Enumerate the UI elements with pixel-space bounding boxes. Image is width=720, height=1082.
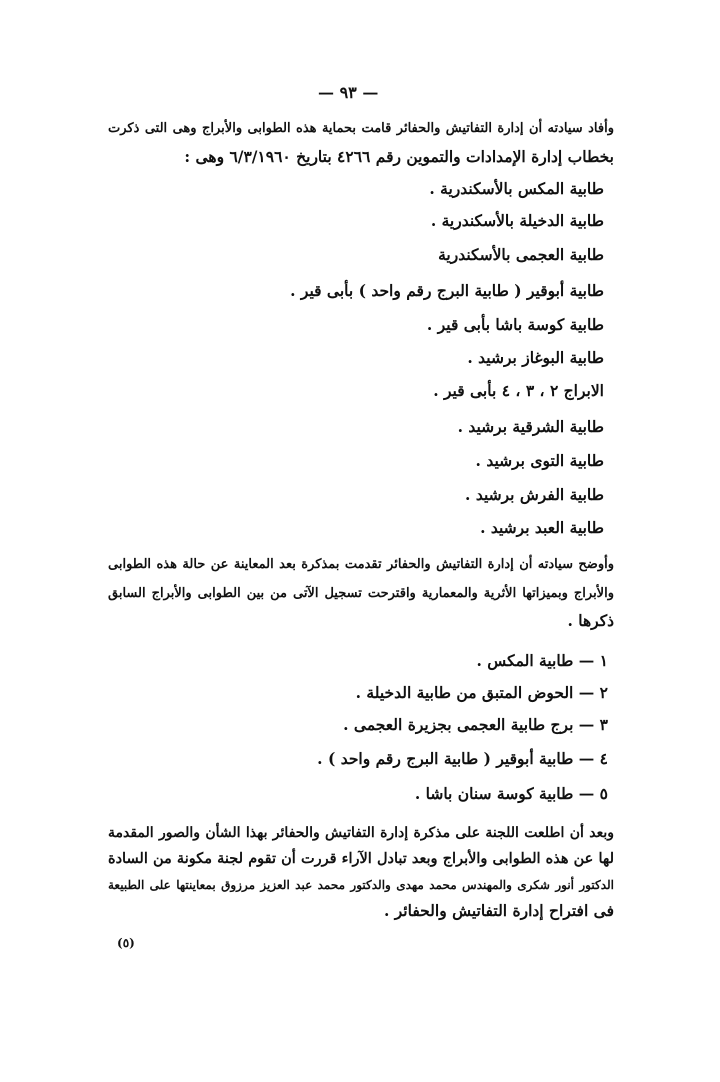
list-1-item-11: طابية العبد برشيد . [480,518,604,537]
paragraph-3-line-1: وبعد أن اطلعت اللجنة على مذكرة إدارة التفاتيش والحفائر بهذا الشأن والصور المقدمة [108,825,614,841]
list-2-item-4: ٤ — طابية أبوقير ( طابية البرج رقم واحد ) . [317,749,608,768]
list-1-item-6: طابية البوغاز برشيد . [467,348,604,367]
paragraph-2-line-3: ذكرها . [567,611,614,630]
paragraph-1-line-2: بخطاب إدارة الإمدادات والتموين رقم ٤٢٦٦ بتاريخ ٦/٣/١٩٦٠ وهى : [184,147,614,166]
list-2-item-5: ٥ — طابية كوسة سنان باشا . [414,784,608,803]
paragraph-2-line-1: وأوضح سيادته أن إدارة التفاتيش والحفائر تقدمت بمذكرة بعد المعاينة عن حالة هذه الطوابى [108,557,614,572]
page-number: — ٩٣ — [318,83,379,102]
paragraph-1-line-1: وأفاد سيادته أن إدارة التفاتيش والحفائر قامت بحماية هذه الطوابى والأبراج وهى التى ذكرت [108,121,614,136]
list-1-item-10: طابية الفرش برشيد . [465,485,604,504]
paragraph-3-line-2: لها عن هذه الطوابى والأبراج وبعد تبادل الآراء قررت أن تقوم لجنة مكونة من السادة [108,850,614,867]
paragraph-3-line-3: الدكتور أنور شكرى والمهندس محمد مهدى والدكتور محمد عبد العزيز مرزوق بمعاينتها على الطبيعة [108,878,614,892]
list-1-item-9: طابية التوى برشيد . [475,451,604,470]
list-1-item-4: طابية أبوقير ( طابية البرج رقم واحد ) بأبى قير . [290,281,604,300]
list-2-item-2: ٢ — الحوض المتبق من طابية الدخيلة . [355,683,608,702]
list-1-item-7: الابراج ٢ ، ٣ ، ٤ بأبى قير . [433,381,604,400]
list-2-item-3: ٣ — برج طابية العجمى بجزيرة العجمى . [343,715,608,734]
footer-mark: (٥) [117,936,135,950]
paragraph-2-line-2: والأبراج وبميزاتها الأثرية والمعمارية واقترحت تسجيل الآتى من بين الطوابى والأبراج السابق [108,586,614,601]
list-1-item-3: طابية العجمى بالأسكندرية [438,245,604,264]
list-1-item-2: طابية الدخيلة بالأسكندرية . [430,211,604,230]
list-1-item-8: طابية الشرقية برشيد . [457,417,604,436]
list-2-item-1: ١ — طابية المكس . [476,651,608,670]
list-1-item-1: طابية المكس بالأسكندرية . [429,179,604,198]
paragraph-3-line-4: فى افتراح إدارة التفاتيش والحفائر . [383,901,614,920]
list-1-item-5: طابية كوسة باشا بأبى قير . [426,315,604,334]
